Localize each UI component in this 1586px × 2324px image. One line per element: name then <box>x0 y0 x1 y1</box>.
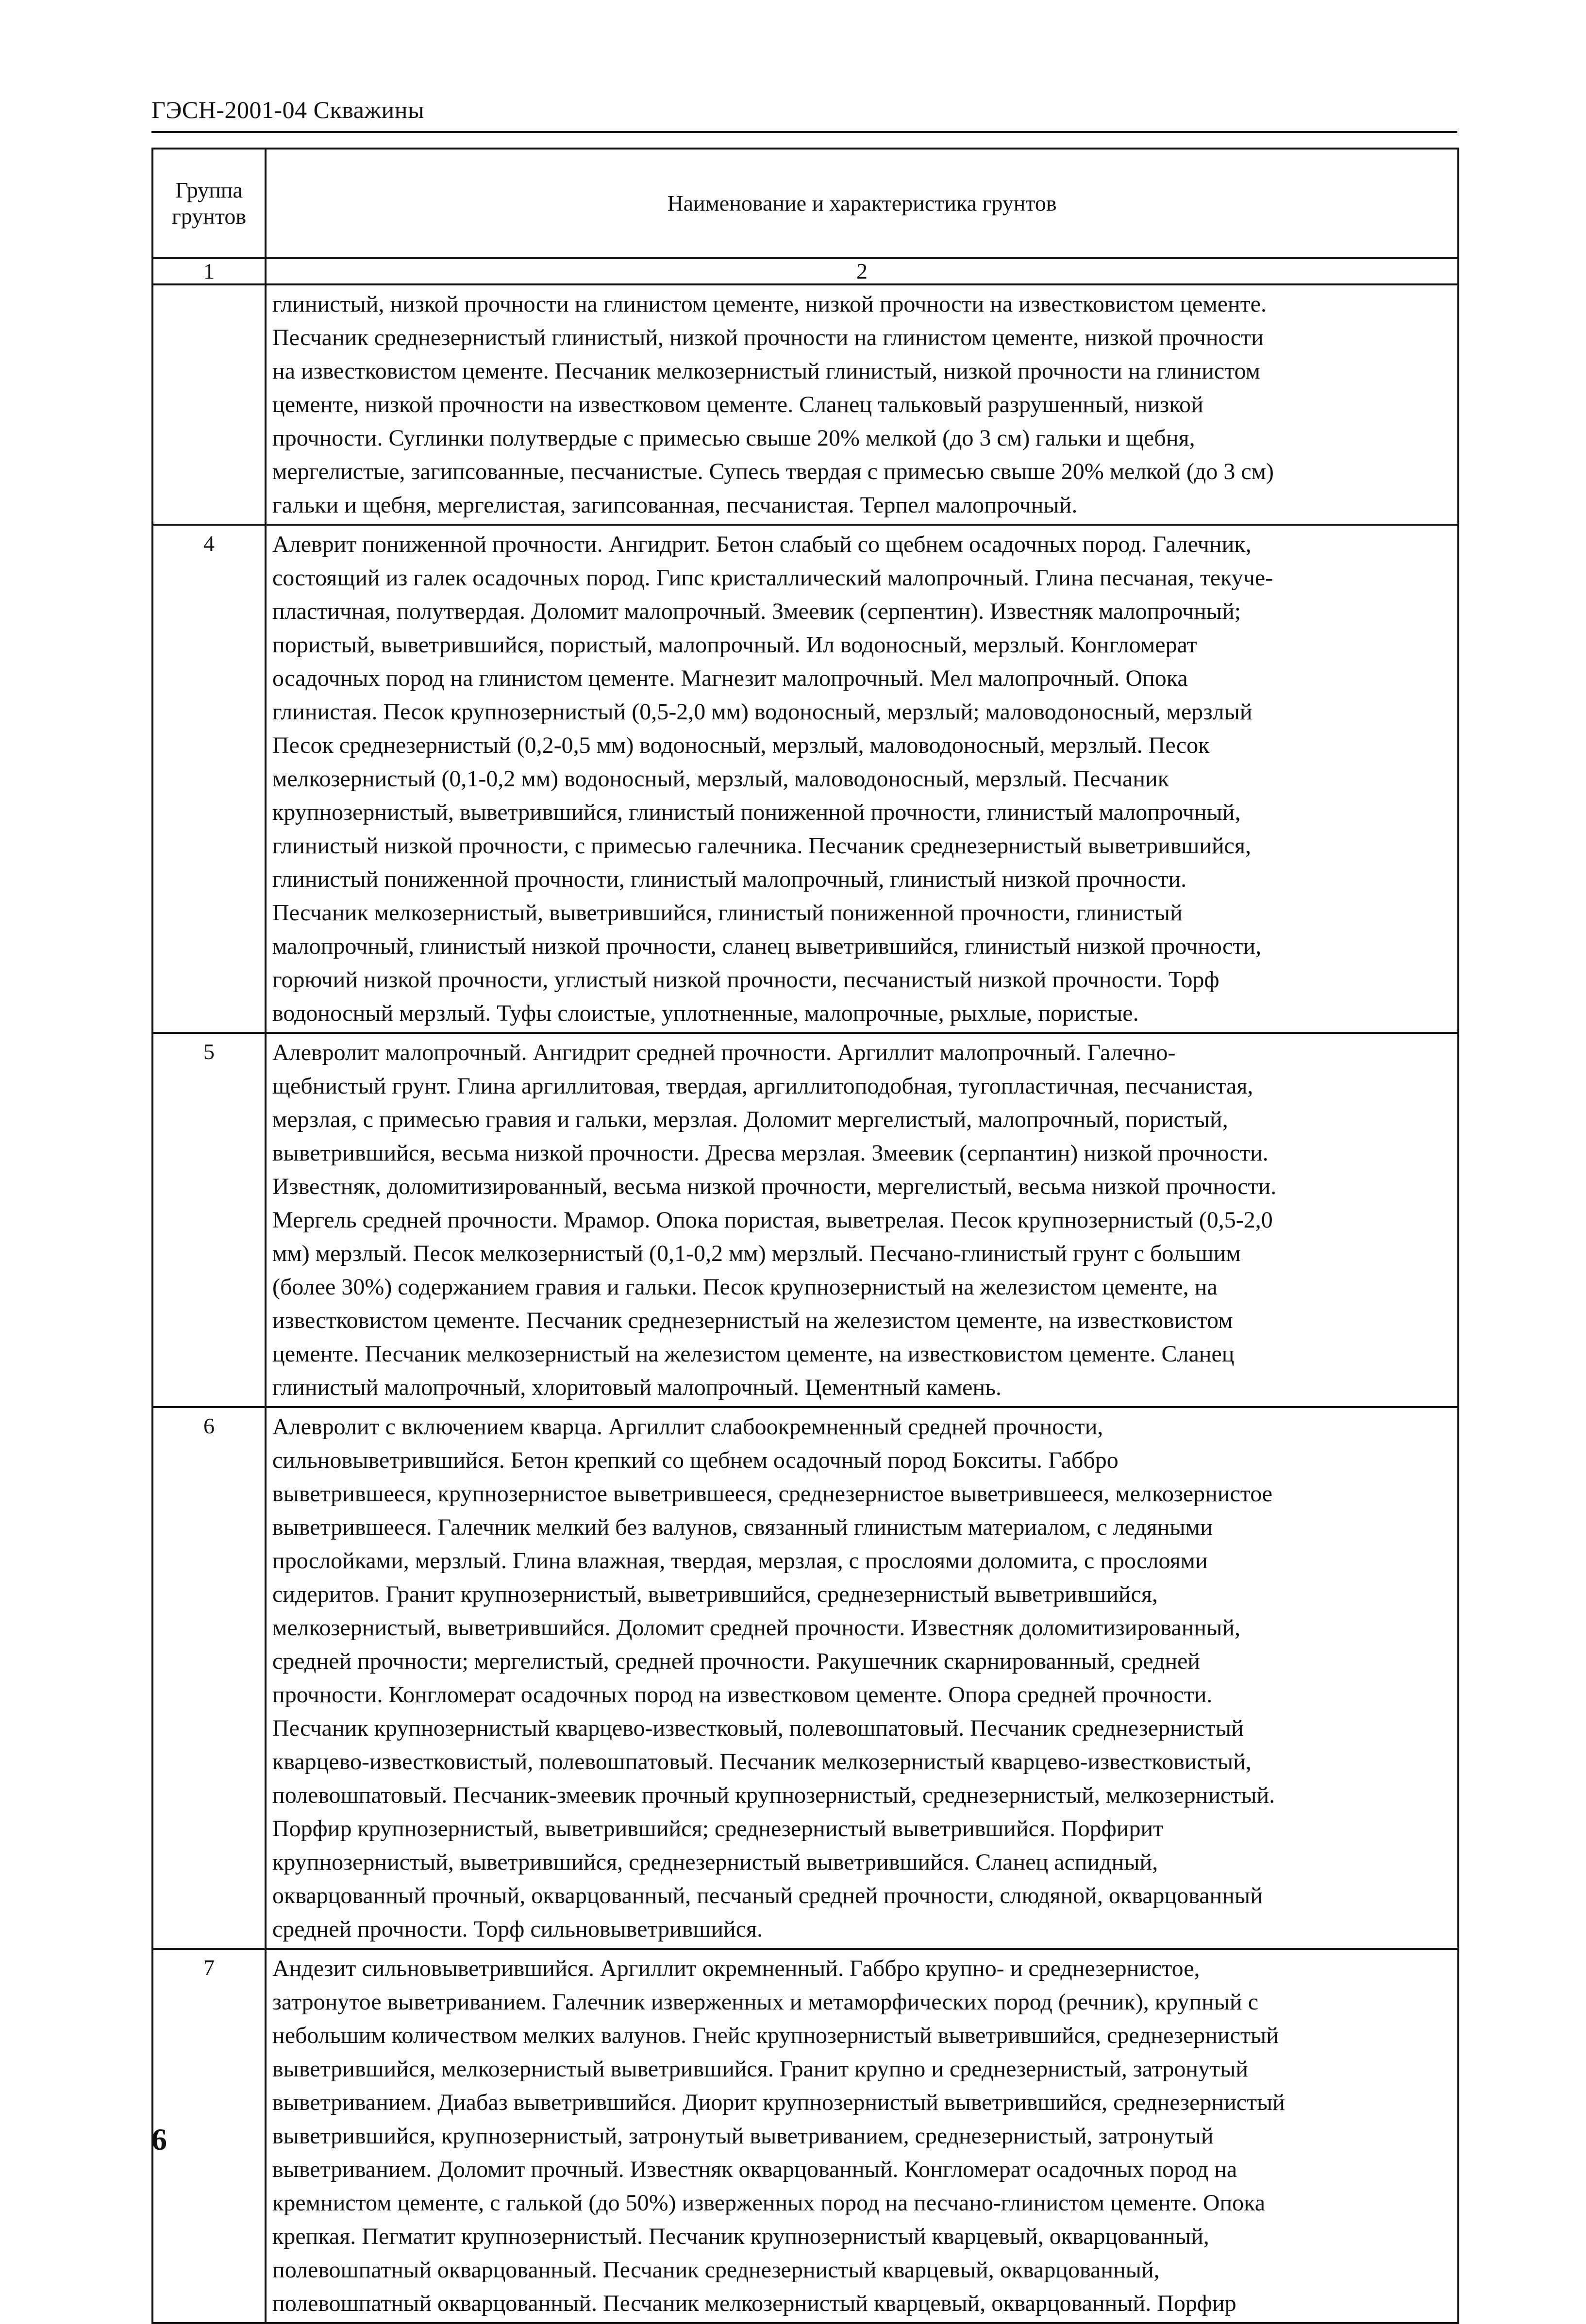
description-line: мерзлая, с примесью гравия и гальки, мерзлая. Доломит мергелистый, малопрочный, пористый, <box>272 1107 1228 1132</box>
column-number-1: 1 <box>152 258 266 284</box>
description-line: глинистая. Песок крупнозернистый (0,5-2,0 мм) водоносный, мерзлый; маловодоносный, мерзлый <box>272 699 1252 725</box>
soil-groups-table <box>151 148 1459 2324</box>
column-header-group: Группа грунтов <box>152 149 266 258</box>
description-line: Песчаник мелкозернистый, выветрившийся, глинистый пониженной прочности, глинистый <box>272 900 1183 926</box>
soil-group-number: 6 <box>152 1407 266 1949</box>
description-line: Алеврит пониженной прочности. Ангидрит. Бетон слабый со щебнем осадочных пород. Галечник, <box>272 531 1252 557</box>
description-line: крупнозернистый, выветрившийся, глинистый пониженной прочности, глинистый малопрочный, <box>272 799 1241 825</box>
description-line: мм) мерзлый. Песок мелкозернистый (0,1-0,2 мм) мерзлый. Песчано-глинистый грунт с большим <box>272 1241 1241 1266</box>
column-header-description: Наименование и характеристика грунтов <box>266 149 1458 258</box>
description-line: глинистый пониженной прочности, глинистый малопрочный, глинистый низкой прочности. <box>272 866 1187 892</box>
description-line: кварцево-известковистый, полевошпатовый. Песчаник мелкозернистый кварцево-известковистый, <box>272 1749 1252 1775</box>
page-number: 6 <box>151 2122 167 2157</box>
description-line: Порфир крупнозернистый, выветрившийся; среднезернистый выветрившийся. Порфирит <box>272 1816 1164 1842</box>
description-line: Алевролит с включением кварца. Аргиллит слабоокремненный средней прочности, <box>272 1414 1103 1440</box>
description-line: глинистый, низкой прочности на глинистом цементе, низкой прочности на известковистом цементе. <box>272 291 1267 317</box>
description-line: пористый, выветрившийся, пористый, малопрочный. Ил водоносный, мерзлый. Конгломерат <box>272 632 1197 658</box>
soil-group-description <box>266 525 1458 1033</box>
column-number-row <box>152 258 1458 284</box>
soil-group-description <box>266 1407 1458 1949</box>
table-header-row <box>152 149 1458 258</box>
description-line: окварцованный прочный, окварцованный, песчаный средней прочности, слюдяной, окварцованный <box>272 1883 1263 1909</box>
description-line: средней прочности. Торф сильновыветрившийся. <box>272 1916 763 1942</box>
description-line: Песчаник крупнозернистый кварцево-известковый, полевошпатовый. Песчаник среднезернистый <box>272 1715 1244 1741</box>
soil-group-number: 5 <box>152 1033 266 1407</box>
description-line: цементе. Песчаник мелкозернистый на железистом цементе, на известковистом цементе. Сланец <box>272 1341 1235 1367</box>
table-row <box>152 1949 1458 2323</box>
description-line: (более 30%) содержанием гравия и гальки. Песок крупнозернистый на железистом цементе, на <box>272 1274 1218 1300</box>
description-line: состоящий из галек осадочных пород. Гипс кристаллический малопрочный. Глина песчаная, текуче- <box>272 565 1273 591</box>
description-line: мелкозернистый, выветрившийся. Доломит средней прочности. Известняк доломитизированный, <box>272 1615 1241 1641</box>
description-line: сильновыветрившийся. Бетон крепкий со щебнем осадочный пород Бокситы. Габбро <box>272 1447 1119 1473</box>
description-line: водоносный мерзлый. Туфы слоистые, уплотненные, малопрочные, рыхлые, пористые. <box>272 1000 1139 1026</box>
soil-group-description <box>266 284 1458 525</box>
description-line: выветрившееся, крупнозернистое выветрившееся, среднезернистое выветрившееся, мелкозернистое <box>272 1481 1273 1507</box>
description-line: мергелистые, загипсованные, песчанистые. Супесь твердая с примесью свыше 20% мелкой (до 3 см) <box>272 459 1274 484</box>
description-line: цементе, низкой прочности на известковом цементе. Сланец тальковый разрушенный, низкой <box>272 392 1203 417</box>
soil-group-number <box>152 284 266 525</box>
description-line: на известковистом цементе. Песчаник мелкозернистый глинистый, низкой прочности на глинистом <box>272 358 1261 384</box>
description-line: полевошпатовый. Песчаник-змеевик прочный крупнозернистый, среднезернистый, мелкозернистый. <box>272 1782 1275 1808</box>
description-line: выветриванием. Доломит прочный. Известняк окварцованный. Конгломерат осадочных пород на <box>272 2157 1237 2182</box>
description-line: прочности. Конгломерат осадочных пород на известковом цементе. Опора средней прочности. <box>272 1682 1213 1708</box>
soil-group-description <box>266 1033 1458 1407</box>
table-row <box>152 284 1458 525</box>
table-row <box>152 1407 1458 1949</box>
description-line: глинистый малопрочный, хлоритовый малопрочный. Цементный камень. <box>272 1375 1002 1400</box>
description-line: выветрившийся, мелкозернистый выветрившийся. Гранит крупно и среднезернистый, затронутый <box>272 2056 1248 2082</box>
description-line: щебнистый грунт. Глина аргиллитовая, твердая, аргиллитоподобная, тугопластичная, песчанистая, <box>272 1073 1253 1099</box>
description-line: выветрившийся, крупнозернистый, затронутый выветриванием, среднезернистый, затронутый <box>272 2123 1214 2149</box>
description-line: пластичная, полутвердая. Доломит малопрочный. Змеевик (серпентин). Известняк малопрочный; <box>272 598 1241 624</box>
description-line: прочности. Суглинки полутвердые с примесью свыше 20% мелкой (до 3 см) гальки и щебня, <box>272 425 1195 451</box>
description-line: прослойками, мерзлый. Глина влажная, твердая, мерзлая, с прослоями доломита, с прослоями <box>272 1548 1208 1574</box>
description-line: полевошпатный окварцованный. Песчаник мелкозернистый кварцевый, окварцованный. Порфир <box>272 2291 1236 2316</box>
soil-group-description <box>266 1949 1458 2323</box>
description-line: мелкозернистый (0,1-0,2 мм) водоносный, мерзлый, маловодоносный, мерзлый. Песчаник <box>272 766 1169 792</box>
description-line: гальки и щебня, мергелистая, загипсованная, песчанистая. Терпел малопрочный. <box>272 492 1078 518</box>
description-line: выветриванием. Диабаз выветрившийся. Диорит крупнозернистый выветрившийся, среднезернистый <box>272 2090 1285 2115</box>
description-line: сидеритов. Гранит крупнозернистый, выветрившийся, среднезернистый выветрившийся, <box>272 1581 1158 1607</box>
description-line: полевошпатный окварцованный. Песчаник среднезернистый кварцевый, окварцованный, <box>272 2257 1160 2283</box>
description-line: малопрочный, глинистый низкой прочности, сланец выветрившийся, глинистый низкой прочности, <box>272 933 1262 959</box>
description-line: Мергель средней прочности. Мрамор. Опока пористая, выветрелая. Песок крупнозернистый (0,5-2,0 <box>272 1207 1273 1233</box>
description-line: горючий низкой прочности, углистый низкой прочности, песчанистый низкой прочности. Торф <box>272 967 1219 993</box>
soil-group-number: 7 <box>152 1949 266 2323</box>
description-line: выветрившееся. Галечник мелкий без валунов, связанный глинистым материалом, с ледяными <box>272 1514 1213 1540</box>
description-line: затронутое выветриванием. Галечник изверженных и метаморфических пород (речник), крупный с <box>272 1989 1259 2015</box>
description-line: Алевролит малопрочный. Ангидрит средней прочности. Аргиллит малопрочный. Галечно- <box>272 1040 1176 1065</box>
header-rule <box>151 131 1457 133</box>
description-line: небольшим количеством мелких валунов. Гнейс крупнозернистый выветрившийся, среднезернистый <box>272 2023 1279 2048</box>
description-line: Известняк, доломитизированный, весьма низкой прочности, мергелистый, весьма низкой прочности. <box>272 1174 1277 1199</box>
running-header-title: ГЭСН-2001-04 Скважины <box>151 96 425 123</box>
description-line: крепкая. Пегматит крупнозернистый. Песчаник крупнозернистый кварцевый, окварцованный, <box>272 2224 1209 2249</box>
description-line: осадочных пород на глинистом цементе. Магнезит малопрочный. Мел малопрочный. Опока <box>272 665 1188 691</box>
description-line: глинистый низкой прочности, с примесью галечника. Песчаник среднезернистый выветрившийся, <box>272 833 1252 859</box>
description-line: кремнистом цементе, с галькой (до 50%) изверженных пород на песчано-глинистом цементе. Опока <box>272 2190 1266 2216</box>
soil-group-number: 4 <box>152 525 266 1033</box>
description-line: известковистом цементе. Песчаник среднезернистый на железистом цементе, на известковистом <box>272 1308 1233 1333</box>
table-row <box>152 525 1458 1033</box>
description-line: крупнозернистый, выветрившийся, среднезернистый выветрившийся. Сланец аспидный, <box>272 1849 1158 1875</box>
description-line: Песок среднезернистый (0,2-0,5 мм) водоносный, мерзлый, маловодоносный, мерзлый. Песок <box>272 732 1210 758</box>
table-row <box>152 1033 1458 1407</box>
description-line: Андезит сильновыветрившийся. Аргиллит окремненный. Габбро крупно- и среднезернистое, <box>272 1956 1200 1981</box>
description-line: Песчаник среднезернистый глинистый, низкой прочности на глинистом цементе, низкой прочности <box>272 325 1264 350</box>
description-line: выветрившийся, весьма низкой прочности. Дресва мерзлая. Змеевик (серпантин) низкой прочности. <box>272 1140 1269 1166</box>
column-number-2: 2 <box>266 258 1458 284</box>
description-line: средней прочности; мергелистый, средней прочности. Ракушечник скарнированный, средней <box>272 1648 1201 1674</box>
